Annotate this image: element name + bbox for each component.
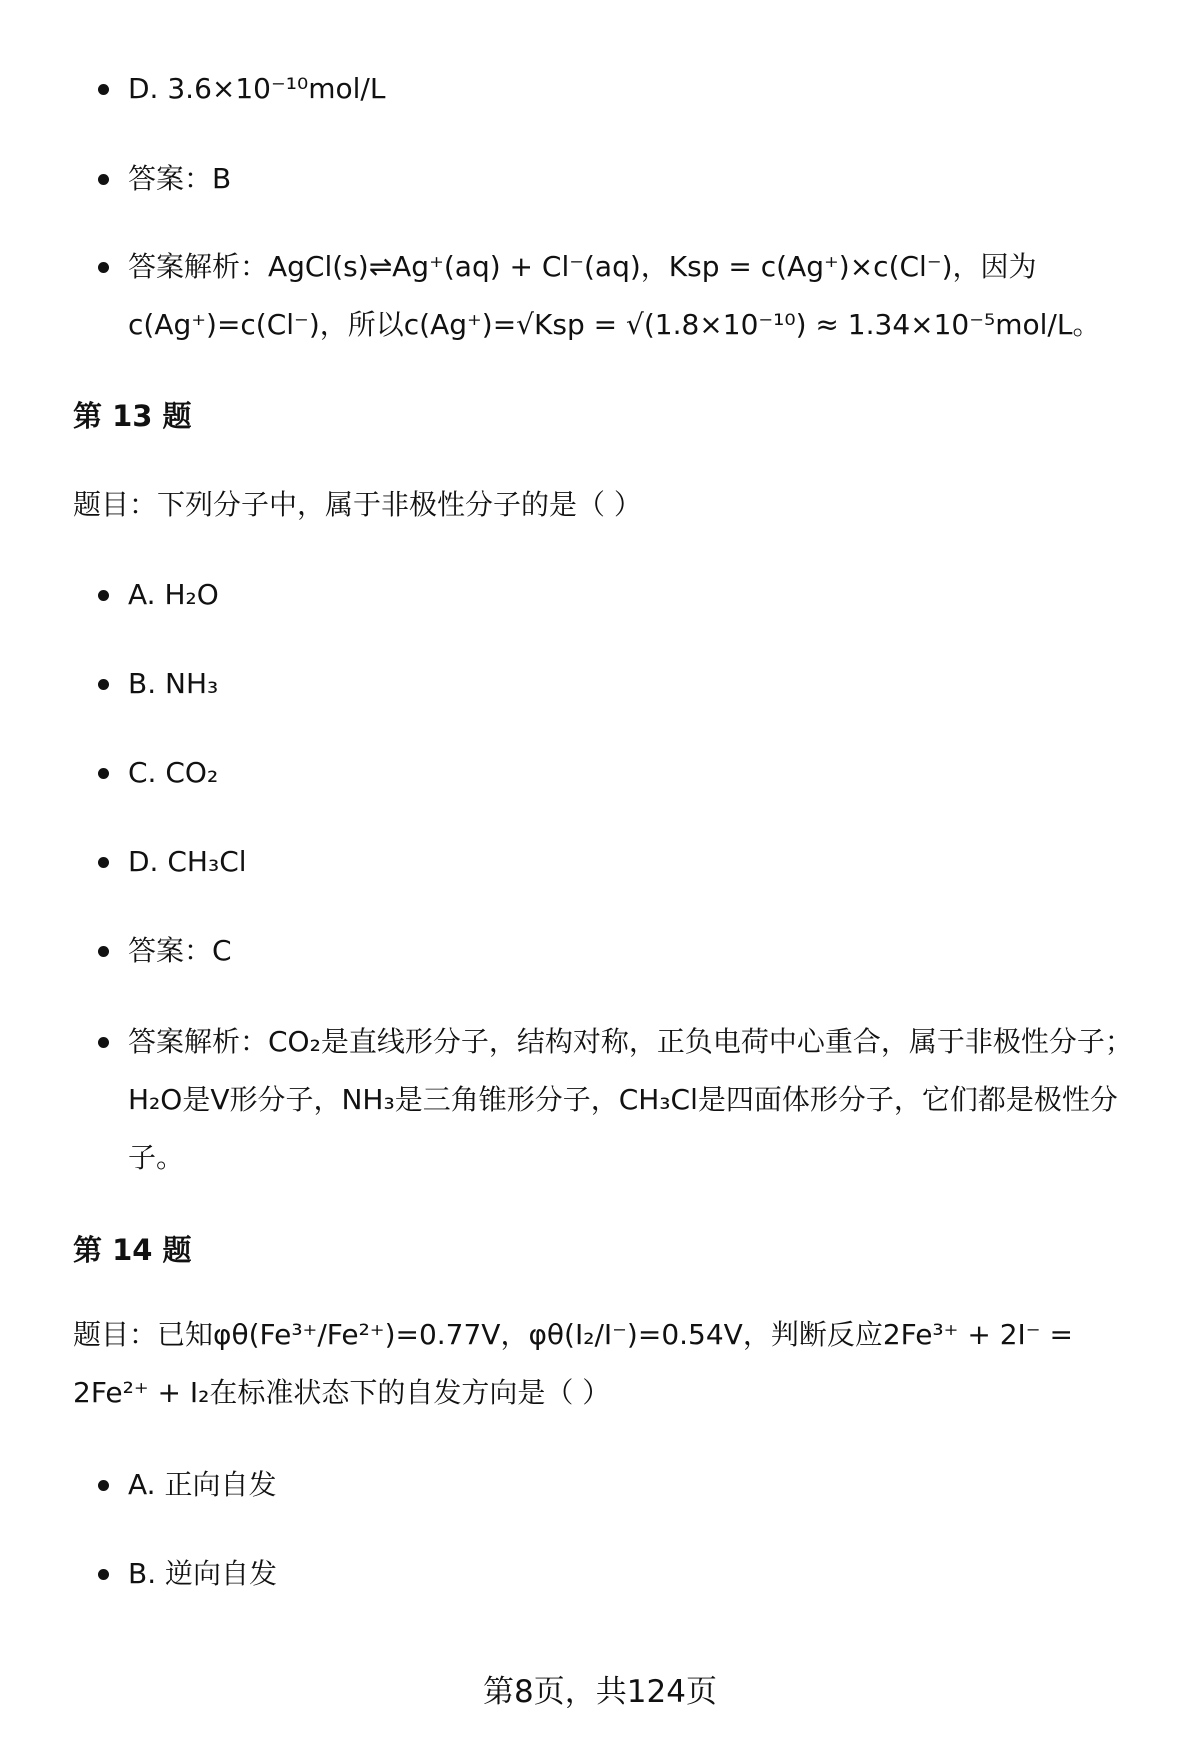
explanation-prev: 答案解析：AgCl(s)⇌Ag⁺(aq) + Cl⁻(aq)，Ksp = c(Ag⁺)×c(Cl⁻)，因为c(Ag⁺)=c(Cl⁻)，所以c(Ag⁺)=√Ksp = √(1.8×10⁻¹⁰) ≈ 1.34×10⁻⁵mol/L。 [128, 250, 1101, 341]
bullet-dot [98, 679, 109, 690]
option-b: B. NH₃ [128, 667, 219, 700]
question-heading: 第 14 题 [73, 1233, 192, 1267]
question-stem: 题目：下列分子中，属于非极性分子的是（ ） [73, 488, 642, 521]
explanation: 答案解析：CO₂是直线形分子，结构对称，正负电荷中心重合，属于非极性分子；H₂O是V形分子，NH₃是三角锥形分子，CH₃Cl是四面体形分子，它们都是极性分子。 [128, 1025, 1133, 1174]
answer-prev: 答案：B [128, 162, 232, 195]
option-a: A. H₂O [128, 578, 219, 611]
bullet-dot [98, 590, 109, 601]
bullet-dot [98, 84, 109, 95]
bullet-dot [98, 857, 109, 868]
option-d: D. CH₃Cl [128, 845, 247, 878]
question-heading: 第 13 题 [73, 399, 192, 433]
bullet-dot [98, 768, 109, 779]
page-number: 第8页，共124页 [483, 1674, 717, 1710]
option-c: C. CO₂ [128, 756, 219, 789]
option-a: A. 正向自发 [128, 1468, 277, 1501]
bullet-dot [98, 946, 109, 957]
option-d-prev: D. 3.6×10⁻¹⁰mol/L [128, 72, 386, 105]
question-stem: 题目：已知φθ(Fe³⁺/Fe²⁺)=0.77V，φθ(I₂/I⁻)=0.54V，判断反应2Fe³⁺ + 2I⁻ = 2Fe²⁺ + I₂在标准状态下的自发方向是（ ） [73, 1318, 1073, 1409]
bullet-dot [98, 1037, 109, 1048]
bullet-dot [98, 1569, 109, 1580]
answer: 答案：C [128, 934, 232, 967]
bullet-dot [98, 1480, 109, 1491]
bullet-dot [98, 262, 109, 273]
option-b: B. 逆向自发 [128, 1557, 278, 1590]
bullet-dot [98, 174, 109, 185]
